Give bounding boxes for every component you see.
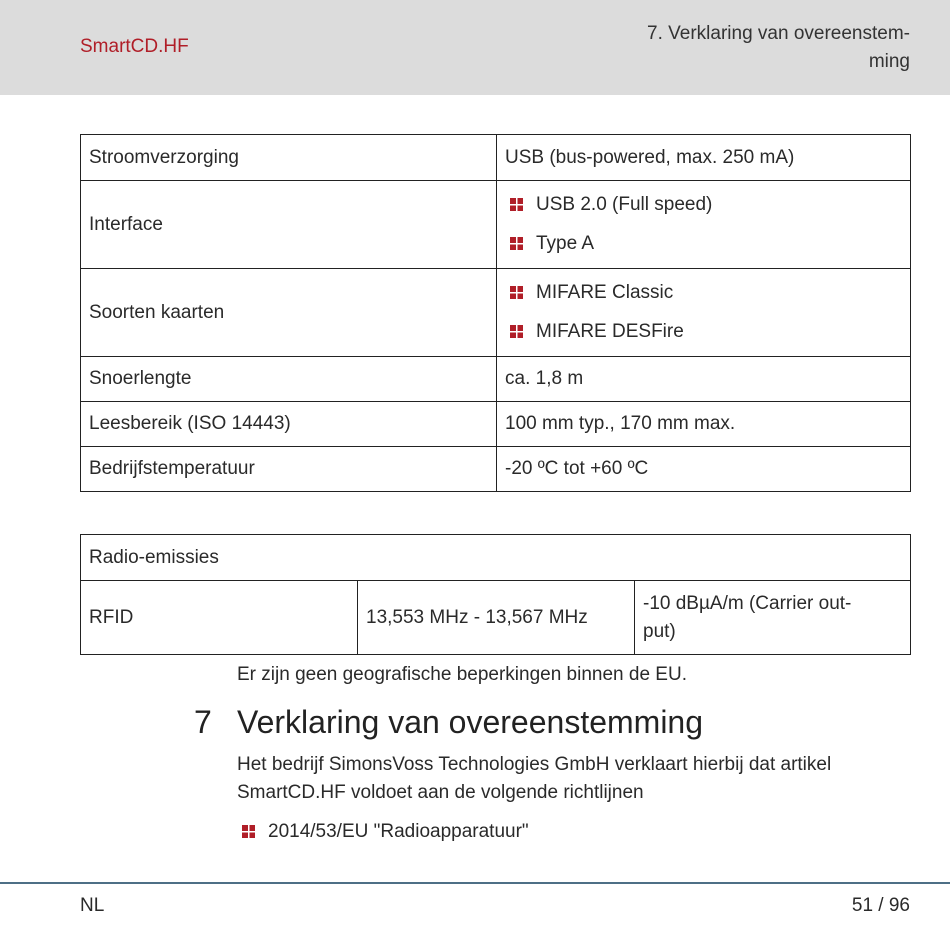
radio-type: RFID	[81, 581, 358, 655]
list-item: USB 2.0 (Full speed)	[505, 194, 902, 216]
paragraph-line1: Het bedrijf SimonsVoss Technologies GmbH verklaart hierbij dat artikel	[237, 754, 832, 775]
table-row	[81, 269, 911, 357]
geographic-note: Er zijn geen geografische beperkingen binnen de EU.	[237, 664, 687, 685]
page-number: 51 / 96	[851, 895, 910, 916]
spec-value-list	[497, 269, 911, 357]
chapter-title-line2: ming	[868, 51, 910, 72]
table-row	[81, 581, 911, 655]
radio-output-line2: put)	[643, 620, 676, 642]
radio-output	[635, 581, 911, 655]
table-row	[81, 447, 911, 492]
list-item: Type A	[505, 233, 902, 255]
spec-label: Leesbereik (ISO 14443)	[81, 402, 497, 447]
specifications-table	[80, 134, 911, 492]
page-header	[0, 0, 950, 95]
section-title: Verklaring van overeenstemming	[237, 704, 704, 740]
radio-emissions-table	[80, 534, 911, 655]
list-item: MIFARE Classic	[505, 282, 902, 304]
radio-emissions-header: Radio-emissies	[81, 535, 911, 581]
spec-label: Interface	[81, 181, 497, 269]
spec-value: USB (bus-powered, max. 250 mA)	[497, 135, 911, 181]
spec-label: Snoerlengte	[81, 357, 497, 402]
spec-label: Stroomverzorging	[81, 135, 497, 181]
chapter-title	[600, 20, 910, 76]
spec-value: -20 ºC tot +60 ºC	[497, 447, 911, 492]
directive-text: 2014/53/EU "Radioapparatuur"	[268, 821, 529, 842]
radio-output-line1: -10 dBµA/m (Carrier out-	[643, 592, 852, 614]
spec-label: Soorten kaarten	[81, 269, 497, 357]
radio-frequency: 13,553 MHz - 13,567 MHz	[358, 581, 635, 655]
bullet-square-icon	[510, 286, 523, 299]
spec-value-list	[497, 181, 911, 269]
paragraph-line2: SmartCD.HF voldoet aan de volgende richtlijnen	[237, 782, 644, 803]
bullet-square-icon	[510, 237, 523, 250]
directive-list-item	[237, 820, 529, 844]
table-row	[81, 135, 911, 181]
section-number: 7	[194, 704, 212, 740]
section-paragraph	[237, 751, 927, 807]
bullet-square-icon	[510, 325, 523, 338]
spec-value: 100 mm typ., 170 mm max.	[497, 402, 911, 447]
bullet-square-icon	[510, 198, 523, 211]
chapter-title-line1: 7. Verklaring van overeenstem-	[647, 23, 910, 44]
spec-value: ca. 1,8 m	[497, 357, 911, 402]
footer-divider	[0, 882, 950, 884]
table-row	[81, 181, 911, 269]
table-header-row	[81, 535, 911, 581]
spec-label: Bedrijfstemperatuur	[81, 447, 497, 492]
bullet-square-icon	[242, 825, 255, 838]
footer-language: NL	[80, 895, 105, 916]
list-item: MIFARE DESFire	[505, 321, 902, 343]
brand-name: SmartCD.HF	[80, 36, 189, 57]
table-row	[81, 402, 911, 447]
table-row	[81, 357, 911, 402]
